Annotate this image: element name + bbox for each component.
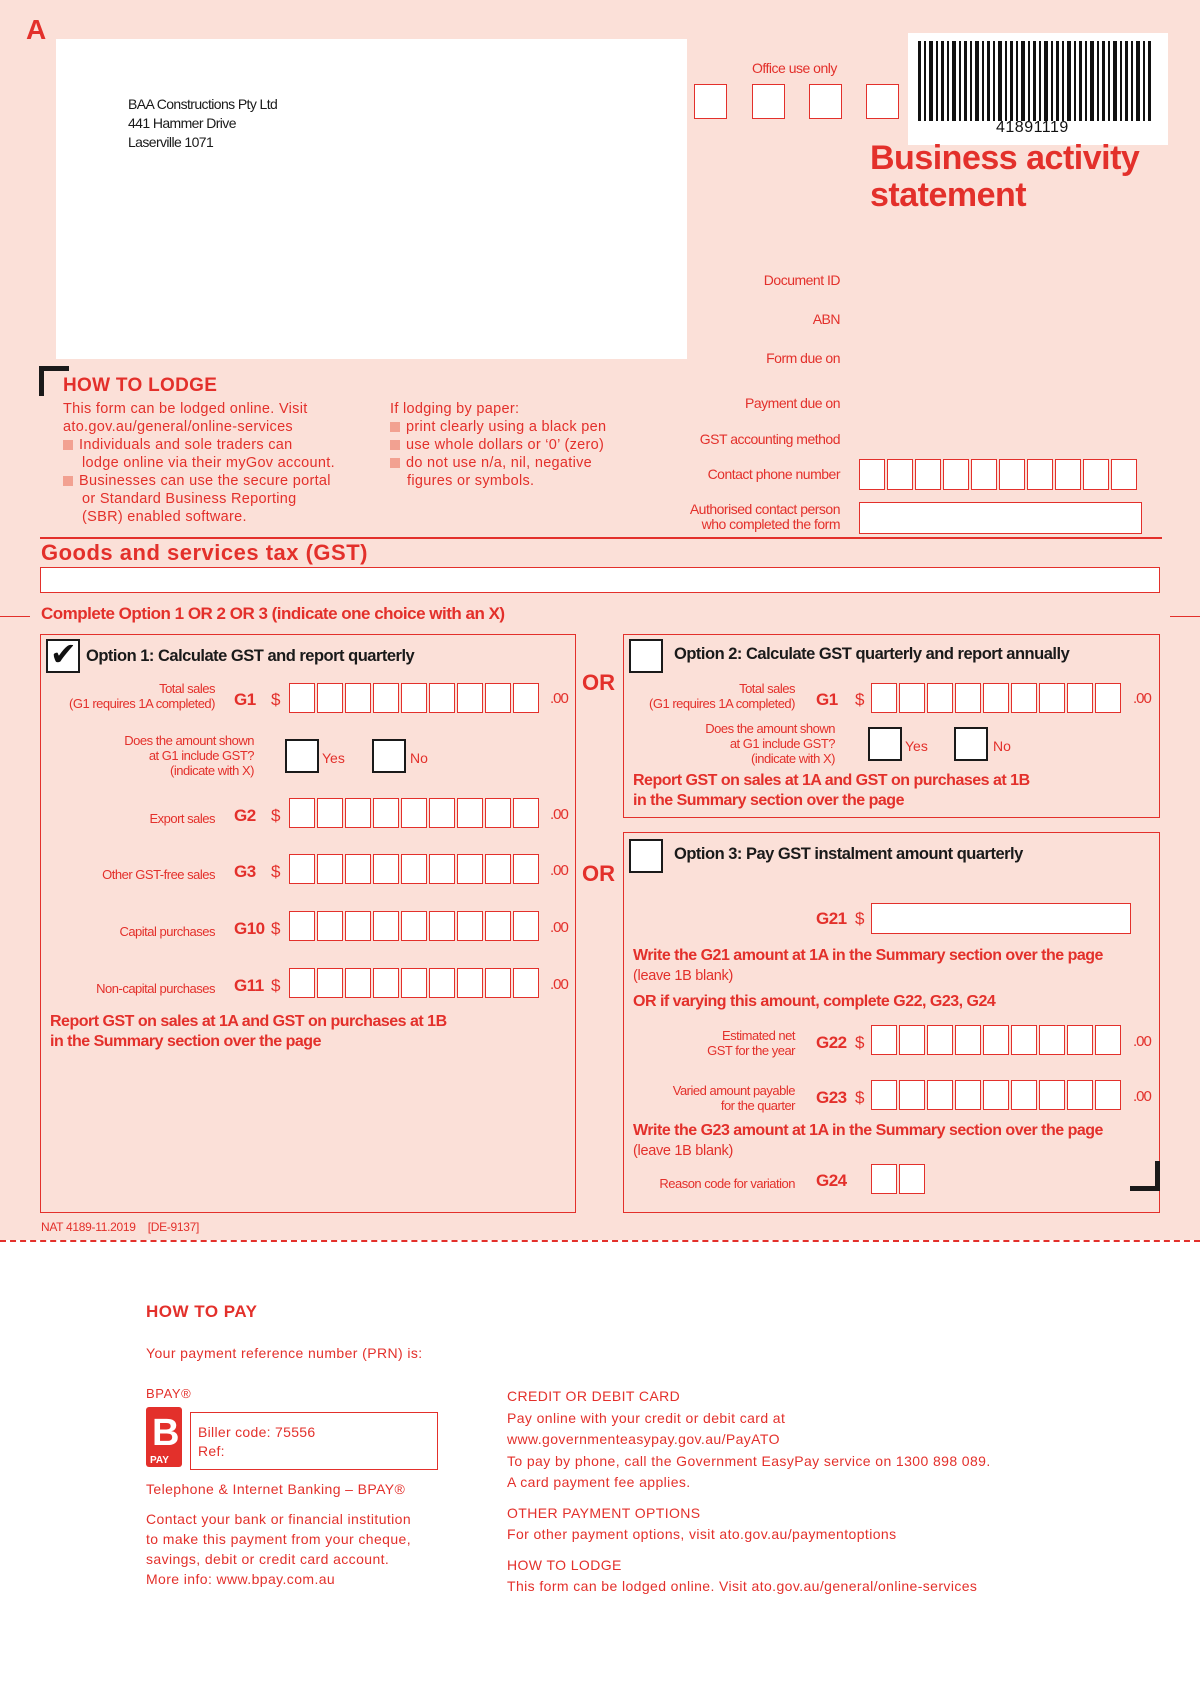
corner-letter: A (26, 14, 47, 45)
option2-yes-checkbox[interactable] (868, 727, 902, 761)
dollar-sign: $ (855, 909, 865, 928)
complete-option-text: Complete Option 1 OR 2 OR 3 (indicate one choice with an X) (41, 604, 505, 623)
g1-label (40, 681, 215, 711)
option2-g1-amount-field[interactable] (871, 683, 1123, 713)
g23-note-line: (leave 1B blank) (633, 1143, 733, 1159)
g22-code: G22 (816, 1033, 847, 1052)
or-label: OR (582, 670, 615, 695)
g23-amount-field[interactable] (871, 1080, 1123, 1110)
biller-code: Biller code: 75556 (198, 1424, 316, 1440)
barcode-icon (916, 41, 1160, 123)
address-line: 441 Hammer Drive (128, 115, 236, 131)
prn-label: Your payment reference number (PRN) is: (146, 1345, 423, 1361)
g22-amount-field[interactable] (871, 1025, 1123, 1055)
option1-title: Option 1: Calculate GST and report quarterly (86, 647, 415, 665)
g21-note-line: Write the G21 amount at 1A in the Summary section over the page (633, 947, 1103, 964)
option2-no-checkbox[interactable] (954, 727, 988, 761)
g22-label-line: GST for the year (707, 1043, 795, 1058)
gst-bar (40, 567, 1160, 593)
g11-code: G11 (234, 976, 264, 995)
contact-line: More info: www.bpay.com.au (146, 1571, 336, 1587)
barcode-number: 41891119 (996, 119, 1069, 136)
include-gst-label (623, 721, 835, 766)
lodge-text: print clearly using a black pen (406, 419, 607, 435)
page-title (870, 140, 1139, 214)
g2-amount-field[interactable] (289, 798, 541, 828)
g3-code: G3 (234, 862, 256, 881)
bullet-icon (63, 476, 73, 486)
dollar-sign: $ (271, 806, 281, 825)
gst-method-label: GST accounting method (699, 431, 840, 447)
option2-title: Option 2: Calculate GST quarterly and report annually (674, 645, 1070, 663)
g1-label-line: (G1 requires 1A completed) (69, 696, 215, 711)
option2-checkbox[interactable] (629, 639, 663, 673)
svg-text:B: B (152, 1412, 180, 1454)
reason-code-label: Reason code for variation (659, 1176, 795, 1191)
dollar-sign: $ (855, 1033, 865, 1052)
g1-code: G1 (816, 690, 838, 709)
bpay-logo (146, 1407, 182, 1467)
title-line: Business activity (870, 139, 1140, 177)
no-label: No (993, 738, 1011, 754)
card-link[interactable]: www.governmenteasypay.gov.au/PayATO (507, 1431, 780, 1447)
card-line: A card payment fee applies. (507, 1474, 691, 1490)
office-use-box (694, 84, 727, 119)
form-due-label: Form due on (766, 350, 840, 366)
bpay-icon (146, 1407, 182, 1467)
g1-label-line: (G1 requires 1A completed) (649, 696, 795, 711)
g23-note-line: Write the G23 amount at 1A in the Summary section over the page (633, 1122, 1103, 1139)
include-label-line: Does the amount shown (705, 721, 835, 736)
document-id-label: Document ID (763, 272, 840, 288)
bpay-biller-box (190, 1412, 438, 1470)
option1-checkbox[interactable] (46, 636, 80, 673)
include-label-line: at G1 include GST? (148, 748, 254, 763)
cents-mark: .00 (1133, 1088, 1151, 1105)
g2-label: Export sales (149, 811, 215, 826)
option1-yes-checkbox[interactable] (285, 739, 319, 773)
yes-label: Yes (905, 738, 928, 754)
g21-note-line: OR if varying this amount, complete G22, G23, G24 (633, 993, 996, 1010)
contact-phone-label: Contact phone number (707, 466, 840, 482)
lodge-text: or Standard Business Reporting (82, 491, 297, 507)
barcode (908, 33, 1168, 145)
cents-mark: .00 (1133, 690, 1151, 707)
include-label-line: (indicate with X) (170, 763, 254, 778)
g22-label (623, 1028, 795, 1058)
dollar-sign: $ (271, 919, 281, 938)
cents-mark: .00 (550, 862, 568, 879)
bullet-icon (390, 440, 400, 450)
authorised-contact-field[interactable] (859, 502, 1142, 534)
gst-title: Goods and services tax (GST) (41, 540, 368, 565)
lodge-text: If lodging by paper: (390, 401, 520, 417)
include-label-line: at G1 include GST? (729, 736, 835, 751)
bpay-label: BPAY® (146, 1386, 192, 1401)
g10-label: Capital purchases (119, 924, 215, 939)
include-gst-label (40, 733, 254, 778)
cents-mark: .00 (1133, 1033, 1151, 1050)
g1-amount-field[interactable] (289, 683, 541, 713)
option3-title: Option 3: Pay GST instalment amount quarterly (674, 845, 1023, 863)
contact-phone-field[interactable] (859, 459, 1139, 490)
g1-label (623, 681, 795, 711)
lodge-text: figures or symbols. (407, 473, 535, 489)
card-line: Pay online with your credit or debit card at (507, 1409, 786, 1426)
g2-code: G2 (234, 806, 256, 825)
address-line: Laserville 1071 (128, 134, 214, 150)
lodge-text: use whole dollars or ‘0’ (zero) (406, 437, 605, 453)
corner-mark (1130, 1161, 1160, 1191)
lodge-text: Businesses can use the secure portal (79, 473, 331, 489)
g24-code: G24 (816, 1171, 847, 1190)
g10-amount-field[interactable] (289, 911, 541, 941)
other-options-title: OTHER PAYMENT OPTIONS (507, 1504, 701, 1521)
office-use-box (752, 84, 785, 119)
divider (0, 616, 30, 617)
g23-code: G23 (816, 1088, 847, 1107)
bpay-contact-info (146, 1509, 411, 1589)
other-options-line: For other payment options, visit ato.gov.au/paymentoptions (507, 1526, 897, 1542)
how-to-lodge-title: HOW TO LODGE (63, 375, 218, 396)
yes-label: Yes (322, 750, 345, 766)
address-window (56, 39, 687, 359)
dollar-sign: $ (855, 690, 865, 709)
divider (1170, 616, 1200, 617)
title-line: statement (870, 176, 1027, 214)
biller-ref: Ref: (198, 1443, 225, 1459)
lodge-text: (SBR) enabled software. (82, 509, 247, 525)
lodge-text: do not use n/a, nil, negative (406, 455, 593, 471)
contact-line: to make this payment from your cheque, (146, 1531, 411, 1547)
cents-mark: .00 (550, 690, 568, 707)
option3-checkbox[interactable] (629, 839, 663, 873)
cents-mark: .00 (550, 976, 568, 993)
g1-code: G1 (234, 690, 256, 709)
dollar-sign: $ (271, 976, 281, 995)
g3-amount-field[interactable] (289, 854, 541, 884)
nat-code: NAT 4189-11.2019 [DE-9137] (41, 1220, 200, 1234)
office-use-label: Office use only (752, 60, 837, 76)
report-note-line: Report GST on sales at 1A and GST on purchases at 1B (50, 1013, 447, 1030)
how-to-pay-title: HOW TO PAY (146, 1302, 258, 1321)
no-label: No (410, 750, 428, 766)
g3-label: Other GST-free sales (102, 867, 215, 882)
contact-line: Contact your bank or financial institution (146, 1511, 412, 1527)
report-note-line: Report GST on sales at 1A and GST on purchases at 1B (633, 772, 1030, 789)
g11-amount-field[interactable] (289, 968, 541, 998)
option3-g21-note (633, 946, 1103, 1012)
svg-text:PAY: PAY (150, 1455, 169, 1466)
include-label-line: (indicate with X) (751, 751, 835, 766)
divider (40, 537, 1162, 539)
g22-label-line: Estimated net (722, 1028, 795, 1043)
check-icon: ✔ (50, 636, 77, 672)
card-line: To pay by phone, call the Government EasyPay service on 1300 898 089. (507, 1452, 991, 1469)
g1-label-line: Total sales (159, 681, 215, 696)
report-note-line: in the Summary section over the page (633, 792, 904, 809)
card-title: CREDIT OR DEBIT CARD (507, 1388, 681, 1404)
g21-amount-field[interactable] (871, 903, 1131, 934)
include-label-line: Does the amount shown (124, 733, 254, 748)
g21-note-line: (leave 1B blank) (633, 968, 733, 984)
lodge-text: ato.gov.au/general/online-services (63, 419, 293, 435)
report-note-line: in the Summary section over the page (50, 1033, 321, 1050)
bullet-icon (390, 458, 400, 468)
address-line: BAA Constructions Pty Ltd (128, 96, 278, 112)
option1-no-checkbox[interactable] (372, 739, 406, 773)
option3-g23-note (633, 1121, 1103, 1161)
lodge-text: lodge online via their myGov account. (82, 455, 335, 471)
abn-label: ABN (812, 311, 840, 327)
card-payment-section (507, 1386, 991, 1598)
cents-mark: .00 (550, 919, 568, 936)
bullet-icon (63, 440, 73, 450)
g23-label (623, 1083, 795, 1113)
lodge-line: This form can be lodged online. Visit ato.gov.au/general/online-services (507, 1578, 978, 1594)
office-use-box (866, 84, 899, 119)
lodge-text: This form can be lodged online. Visit (63, 401, 308, 417)
authorised-label-line: who completed the form (701, 516, 840, 532)
or-label: OR (582, 861, 615, 886)
g23-label-line: for the quarter (720, 1098, 795, 1113)
g1-label-line: Total sales (739, 681, 795, 696)
contact-line: savings, debit or credit card account. (146, 1551, 390, 1567)
bullet-icon (390, 422, 400, 432)
option2-report-note (633, 771, 1030, 811)
g24-reason-field[interactable] (871, 1164, 927, 1194)
tel-banking-title: Telephone & Internet Banking – BPAY® (146, 1481, 406, 1497)
g21-code: G21 (816, 909, 847, 928)
tear-line (0, 1240, 1200, 1242)
option1-report-note (50, 1012, 447, 1052)
lodge-title: HOW TO LODGE (507, 1556, 622, 1573)
g23-label-line: Varied amount payable (672, 1083, 795, 1098)
dollar-sign: $ (271, 862, 281, 881)
authorised-label-line: Authorised contact person (689, 501, 840, 517)
office-use-box (809, 84, 842, 119)
dollar-sign: $ (271, 690, 281, 709)
payment-due-label: Payment due on (745, 395, 840, 411)
g11-label: Non-capital purchases (96, 981, 215, 996)
lodge-text: Individuals and sole traders can (79, 437, 293, 453)
dollar-sign: $ (855, 1088, 865, 1107)
authorised-label (640, 502, 840, 532)
g10-code: G10 (234, 919, 265, 938)
how-to-lodge-online (63, 400, 335, 526)
cents-mark: .00 (550, 806, 568, 823)
how-to-lodge-paper (390, 400, 606, 490)
